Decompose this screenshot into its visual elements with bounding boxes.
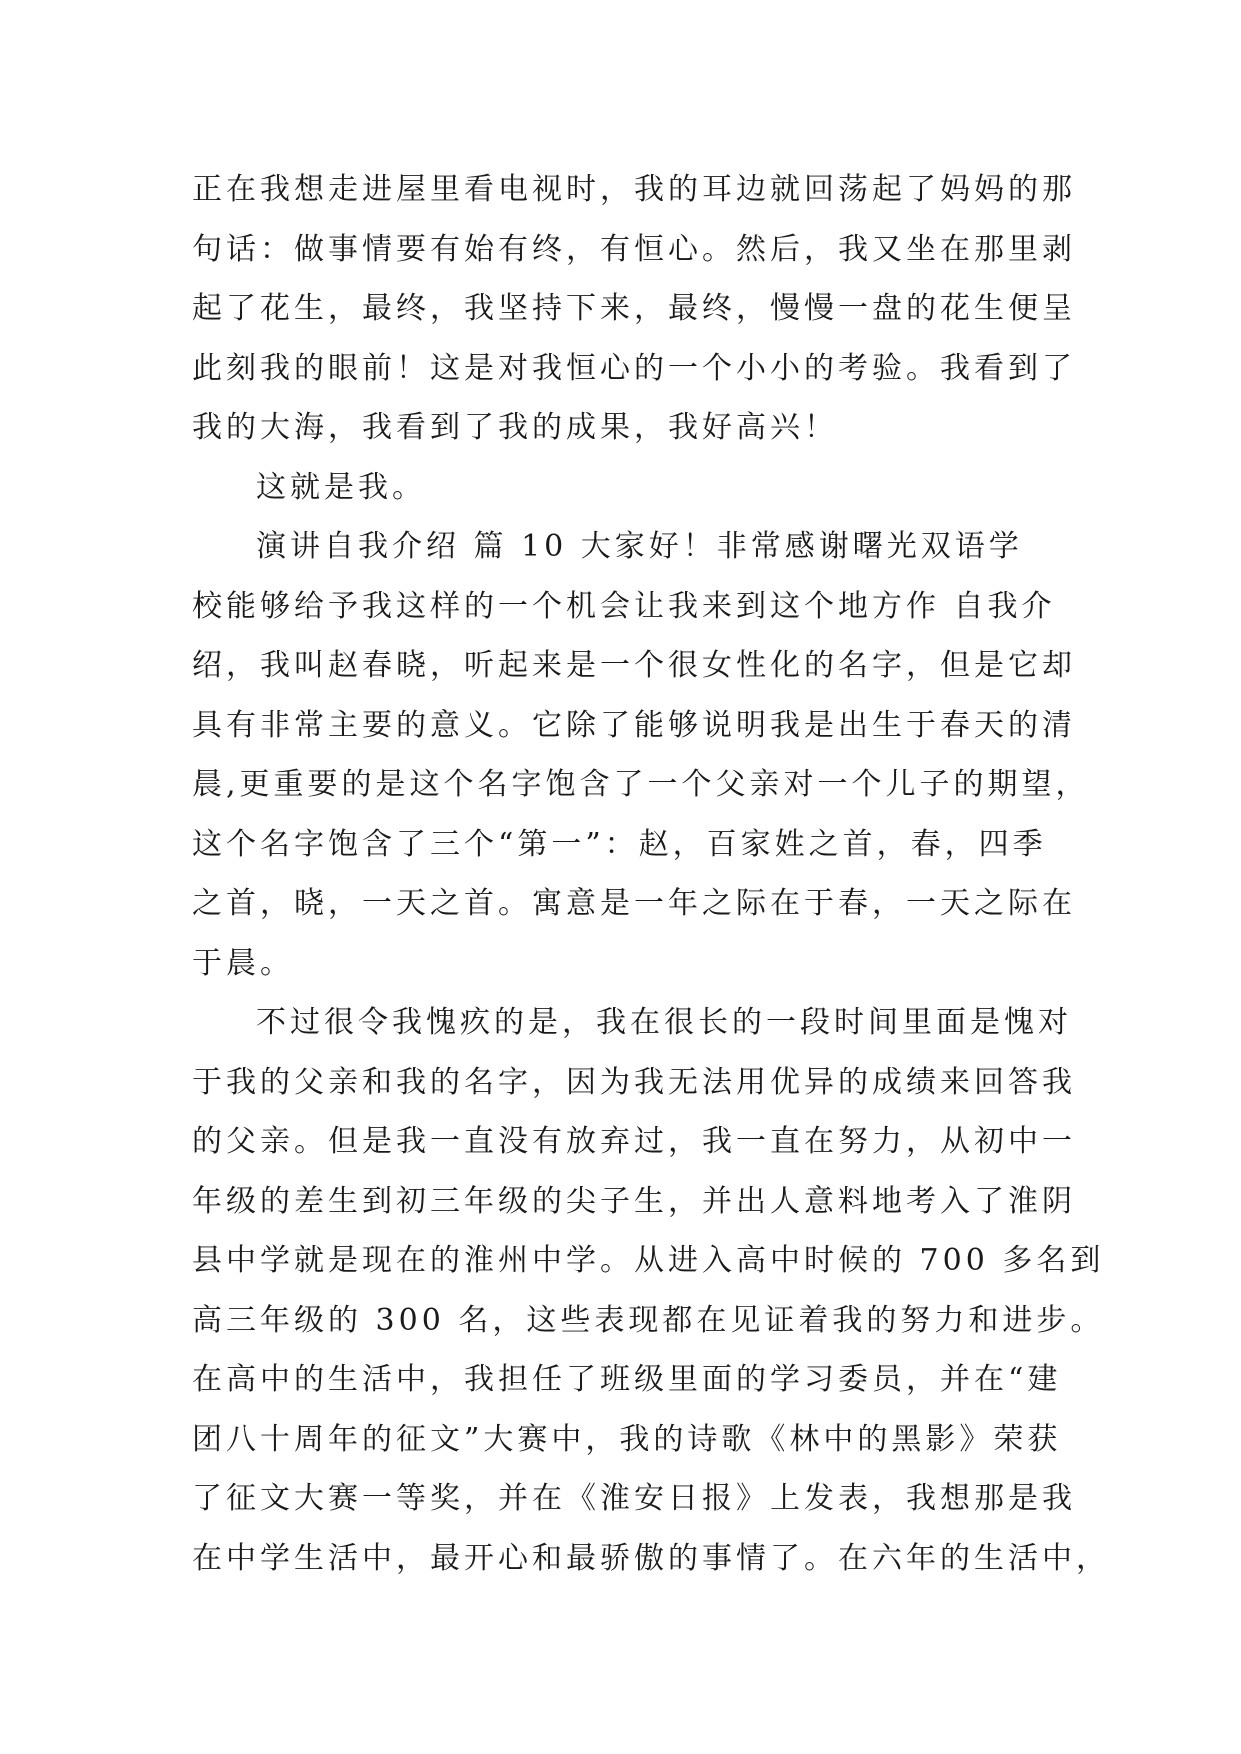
text-line: 这就是我。 [256, 469, 426, 505]
text-line: 的父亲。但是我一直没有放弃过，我一直在努力，从初中一 [192, 1124, 1076, 1159]
section-heading-line: 演讲自我介绍 篇 10 大家好！非常感谢曙光双语学 [256, 529, 1023, 564]
text-line: 这个名字饱含了三个“第一”：赵，百家姓之首，春，四季 [192, 826, 1047, 862]
text-line: 不过很令我愧疚的是，我在很长的一段时间里面是愧对 [256, 1005, 1072, 1040]
text-line: 此刻我的眼前！这是对我恒心的一个小小的考验。我看到了 [192, 350, 1076, 386]
text-line: 句话：做事情要有始有终，有恒心。然后，我又坐在那里剥 [192, 231, 1076, 267]
text-line: 了征文大赛一等奖，并在《淮安日报》上发表，我想那是我 [192, 1481, 1076, 1516]
text-line: 正在我想走进屋里看电视时，我的耳边就回荡起了妈妈的那 [192, 172, 1076, 207]
text-line: 我的大海，我看到了我的成果，我好高兴！ [192, 410, 838, 445]
text-line: 绍，我叫赵春晓，听起来是一个很女性化的名字，但是它却 [192, 648, 1076, 683]
text-line: 晨,更重要的是这个名字饱含了一个父亲对一个儿子的期望， [192, 767, 1090, 802]
text-line: 在高中的生活中，我担任了班级里面的学习委员，并在“建 [192, 1362, 1062, 1397]
text-line: 起了花生，最终，我坚持下来，最终，慢慢一盘的花生便呈 [192, 291, 1076, 326]
text-line: 具有非常主要的意义。它除了能够说明我是出生于春天的清 [192, 707, 1076, 743]
text-line: 县中学就是现在的淮州中学。从进入高中时候的 700 多名到 [192, 1243, 1105, 1278]
text-line: 年级的差生到初三年级的尖子生，并出人意料地考入了淮阴 [192, 1183, 1076, 1219]
text-line: 团八十周年的征文”大赛中，我的诗歌《林中的黑影》荣获 [192, 1421, 1062, 1457]
text-line: 之首，晓，一天之首。寓意是一年之际在于春，一天之际在 [192, 886, 1076, 921]
text-line: 在中学生活中，最开心和最骄傲的事情了。在六年的生活中， [192, 1540, 1110, 1576]
text-line: 于我的父亲和我的名字，因为我无法用优异的成绩来回答我 [192, 1064, 1076, 1100]
text-line: 于晨。 [192, 945, 294, 981]
document-body [192, 160, 1110, 1588]
text-line: 校能够给予我这样的一个机会让我来到这个地方作 自我介 [192, 588, 1056, 624]
text-line: 高三年级的 300 名，这些表现都在见证着我的努力和进步。 [192, 1302, 1105, 1338]
